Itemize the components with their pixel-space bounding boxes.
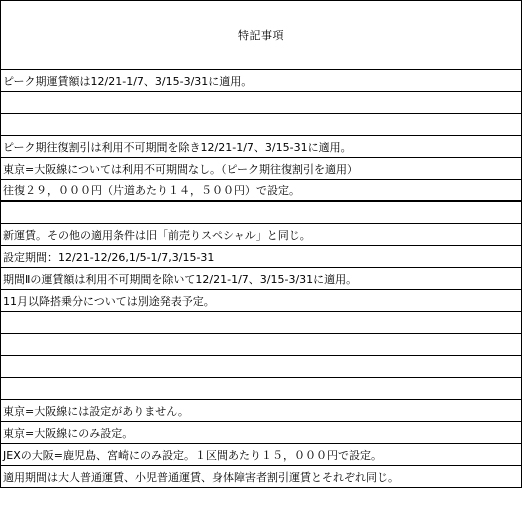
table-row	[1, 202, 521, 224]
table-header	[1, 1, 521, 70]
table-row: 東京=大阪線には設定がありません。	[1, 400, 521, 422]
table-row: 新運賃。その他の適用条件は旧「前売りスペシャル」と同じ。	[1, 224, 521, 246]
table-row: ピーク期運賃額は12/21-1/7、3/15-3/31に適用。	[1, 70, 521, 92]
table-row: JEXの大阪=鹿児島、宮崎にのみ設定。１区間あたり１５，０００円で設定。	[1, 444, 521, 466]
table-row	[1, 356, 521, 378]
table-row: 適用期間は大人普通運賃、小児普通運賃、身体障害者割引運賃とそれぞれ同じ。	[1, 466, 521, 488]
table-row	[1, 114, 521, 136]
table-row: 11月以降搭乗分については別途発表予定。	[1, 290, 521, 312]
table-row: ピーク期往復割引は利用不可期間を除き12/21-1/7、3/15-31に適用。	[1, 136, 521, 158]
table-row	[1, 334, 521, 356]
table-row: 往復２９，０００円（片道あたり１４，５００円）で設定。	[1, 180, 521, 202]
table-row	[1, 378, 521, 400]
table-row	[1, 92, 521, 114]
table-row: 東京=大阪線にのみ設定。	[1, 422, 521, 444]
header-title: 特記事項	[238, 29, 284, 42]
table-row: 東京=大阪線については利用不可期間なし。（ピーク期往復割引を適用）	[1, 158, 521, 180]
table-row: 設定期間：12/21-12/26,1/5-1/7,3/15-31	[1, 246, 521, 268]
table-row	[1, 312, 521, 334]
table-row: 期間Ⅱの運賃額は利用不可期間を除いて12/21-1/7、3/15-3/31に適用。	[1, 268, 521, 290]
